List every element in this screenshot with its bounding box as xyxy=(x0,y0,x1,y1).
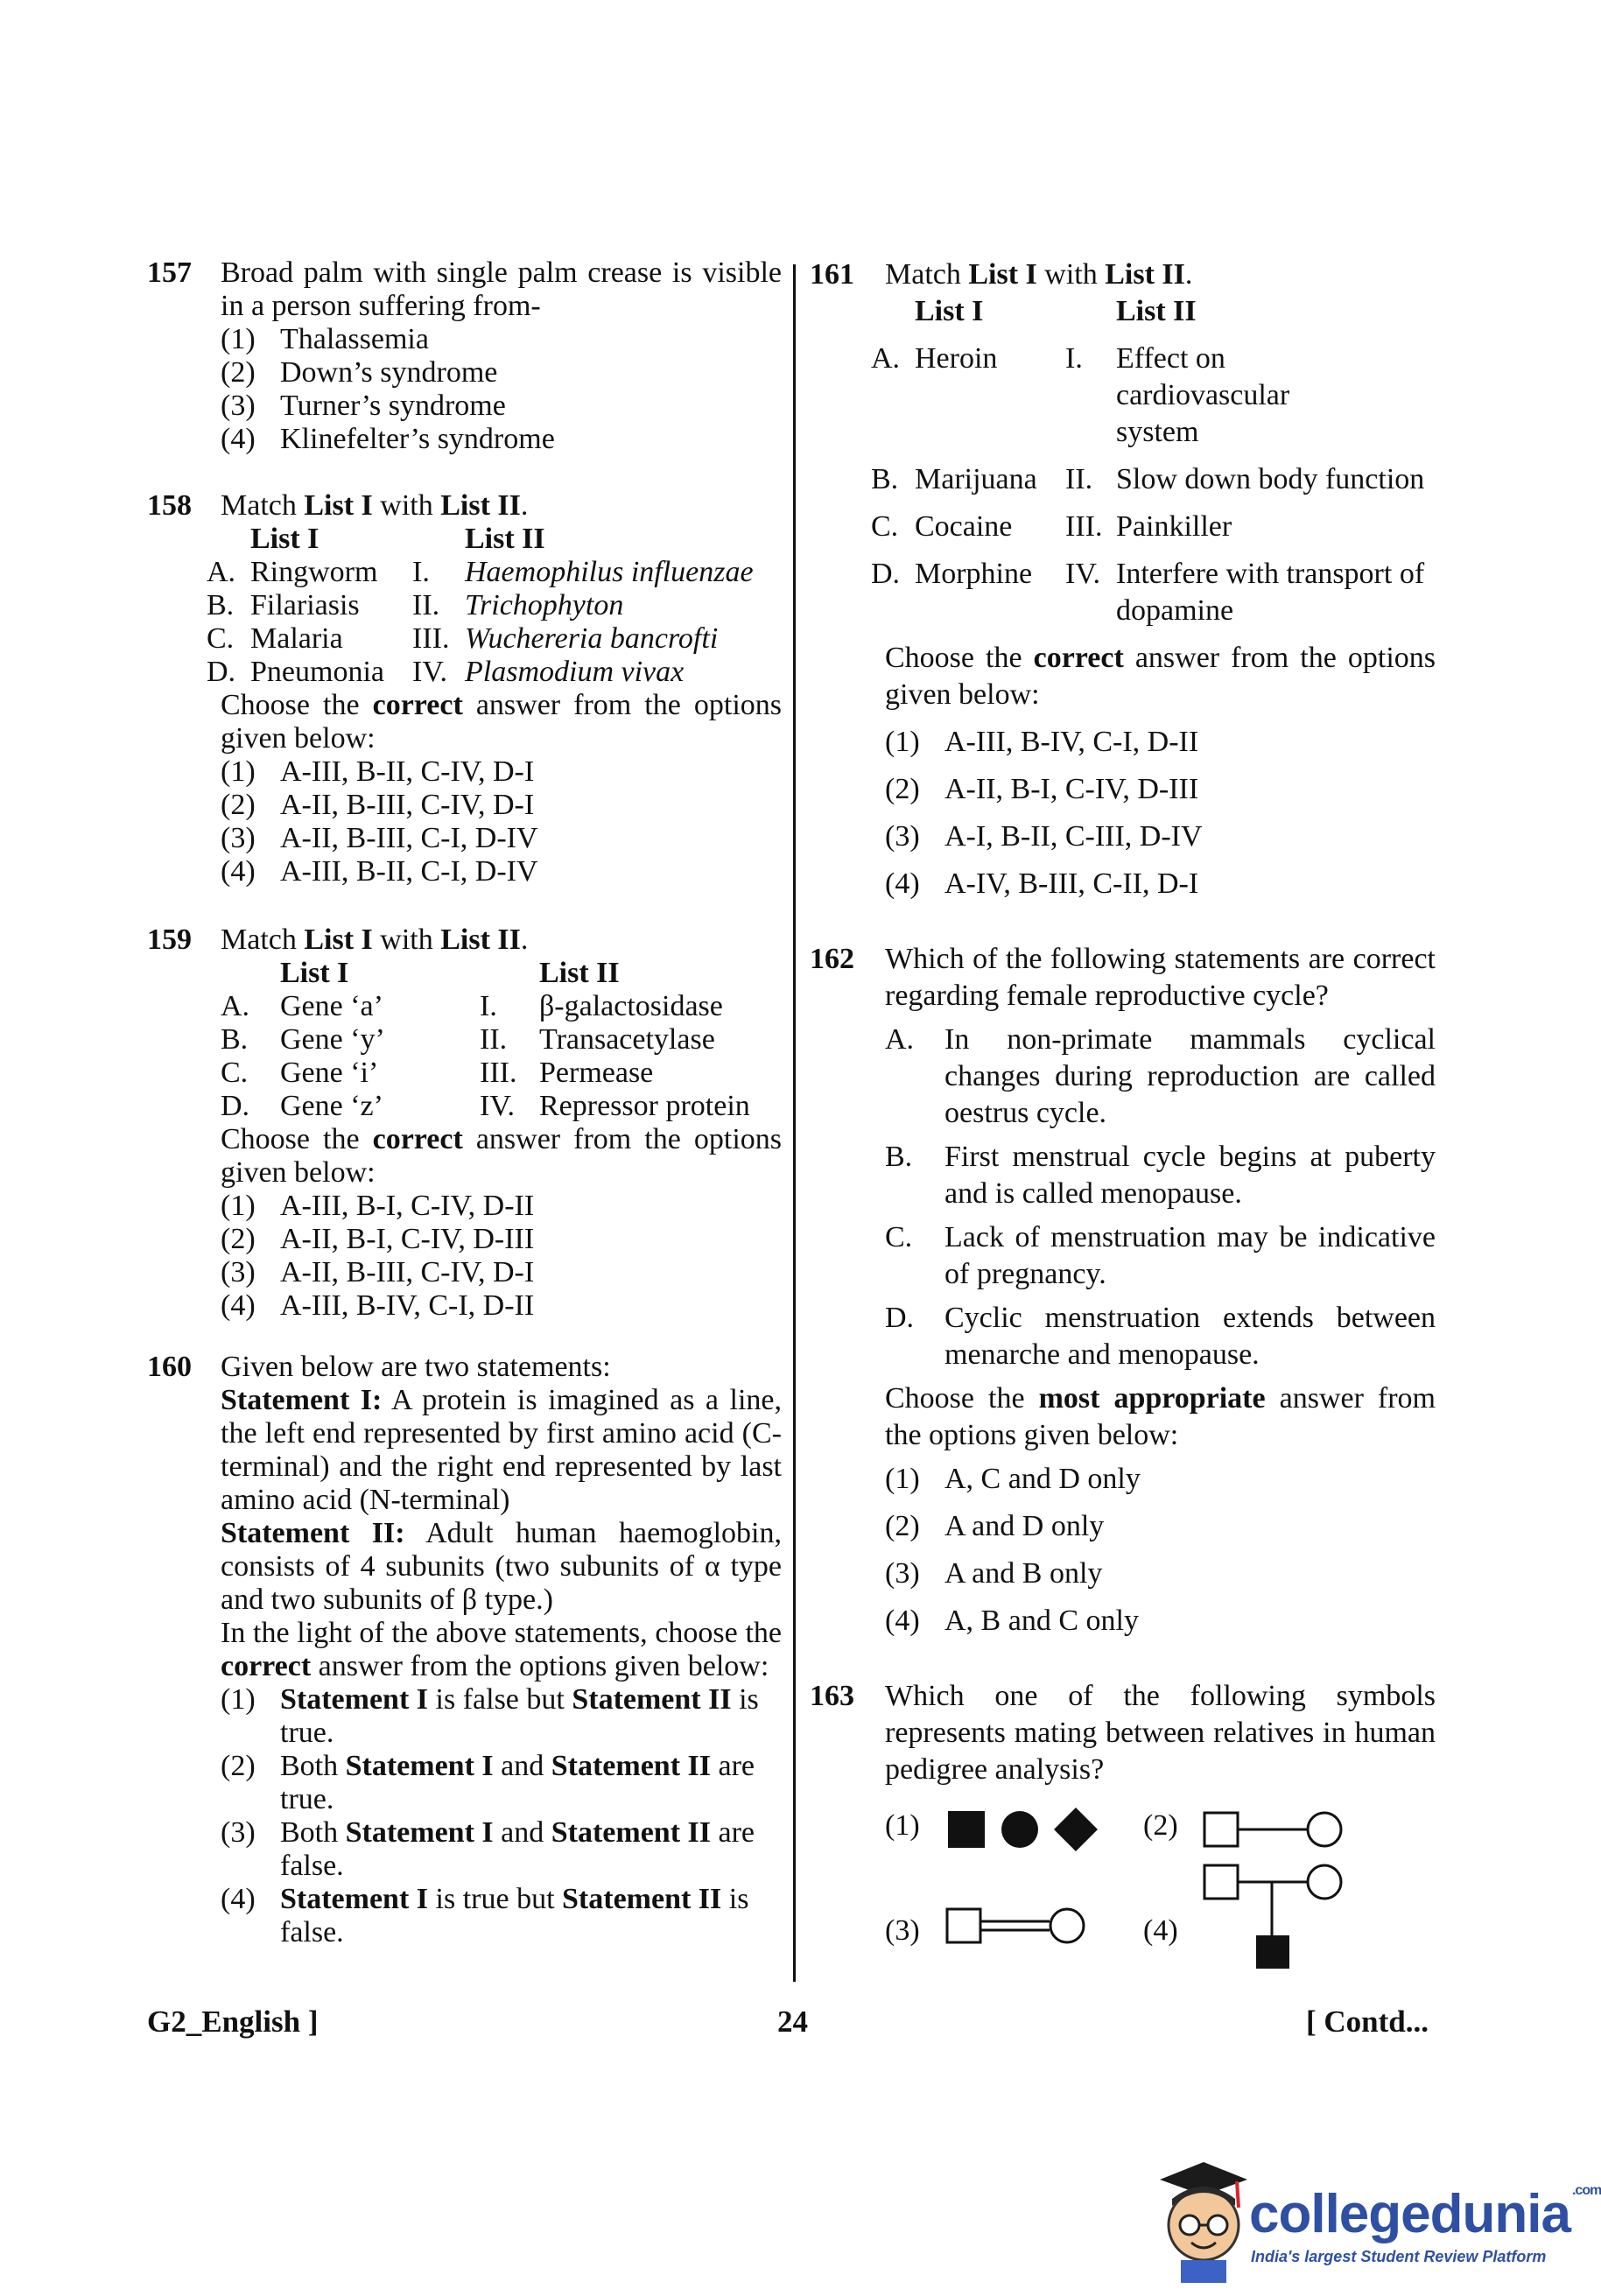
option-2[interactable]: (2) A-II, B-III, C-IV, D-I xyxy=(221,789,535,821)
question-number: 157 xyxy=(147,256,192,289)
table-row: B. Filariasis II. Trichophyton xyxy=(207,589,624,621)
option-2[interactable]: (2) A-II, B-I, C-IV, D-III xyxy=(221,1223,535,1255)
table-row: C. Malaria III. Wuchereria bancrofti xyxy=(207,622,719,655)
question-intro: Given below are two statements: xyxy=(221,1351,611,1383)
option-4[interactable]: (4) Statement I is true but Statement II is false. xyxy=(221,1883,749,1948)
question-intro: Match List I with List II. xyxy=(221,923,529,956)
choose-instruction: In the light of the above statements, choose the correct answer from the options given below: xyxy=(221,1617,782,1682)
footer-right: [ Contd... xyxy=(1306,2005,1429,2039)
question-intro: Match List I with List II. xyxy=(221,489,529,522)
logo-tagline: India's largest Student Review Platform xyxy=(1251,2248,1547,2265)
option-2[interactable]: (2) Down’s syndrome xyxy=(221,356,498,389)
footer-left: G2_English ] xyxy=(147,2005,319,2039)
column-divider xyxy=(793,264,796,1982)
question-163 xyxy=(810,1678,1436,1981)
option-2[interactable]: (2) Both Statement I and Statement II are true. xyxy=(221,1750,755,1815)
question-text: Which one of the following symbols represents mating between relatives in human pedigree analysis? xyxy=(885,1680,1436,1786)
option-3[interactable]: (3) A-II, B-III, C-IV, D-I xyxy=(221,1256,535,1288)
statement-b: B. First menstrual cycle begins at puberty and is called menopause. xyxy=(885,1141,1436,1210)
question-text: Broad palm with single palm crease is visible in a person suffering from- xyxy=(221,256,782,322)
table-row: B. Gene ‘y’ II. Transacetylase xyxy=(221,1023,715,1056)
logo-brand: collegedunia $^{.com}$ xyxy=(1249,2183,1601,2244)
option-3[interactable]: (3) Both Statement I and Statement II are false. xyxy=(221,1816,755,1882)
pedigree-options xyxy=(885,1797,1436,1981)
table-row: D. Morphine IV. Interfere with transport of dopamine xyxy=(871,558,1425,627)
page-number: 24 xyxy=(777,2005,808,2039)
table-row: D. Gene ‘z’ IV. Repressor protein xyxy=(221,1090,750,1122)
question-160 xyxy=(147,1351,782,1949)
question-157 xyxy=(147,256,782,456)
option-4-label[interactable]: (4) xyxy=(1143,1914,1178,1947)
question-number: 158 xyxy=(147,489,192,522)
statement-a: A. In non-primate mammals cyclical changes during reproduction are called oestrus cycle. xyxy=(885,1023,1436,1129)
statement-d: D. Cyclic menstruation extends between menarche and menopause. xyxy=(885,1302,1436,1371)
option-4[interactable]: (4) A-III, B-II, C-I, D-IV xyxy=(221,855,538,888)
option-3[interactable]: (3) A-I, B-II, C-III, D-IV xyxy=(885,820,1203,853)
table-row: C. Cocaine III. Painkiller xyxy=(871,510,1232,543)
question-text: Which of the following statements are correct regarding female reproductive cycle? xyxy=(885,943,1436,1012)
question-number: 160 xyxy=(147,1351,192,1383)
match-table: List I List II A. Gene ‘a’ I. β-galactosidase B. Gene ‘y’ II. Transacetylase C. Gene ‘i’ III. Permease D. Gene ‘z’ IV. Repressor protein xyxy=(221,957,750,1122)
option-4[interactable]: (4) A-III, B-IV, C-I, D-II xyxy=(221,1289,535,1322)
question-number: 161 xyxy=(810,258,854,291)
table-row: A. Heroin I. Effect on cardiovascular system xyxy=(871,342,1290,448)
option-1[interactable]: (1) A, C and D only xyxy=(885,1463,1141,1495)
option-3[interactable]: (3) A and B only xyxy=(885,1557,1103,1590)
option-2-label[interactable]: (2) xyxy=(1143,1809,1178,1842)
option-1[interactable]: (1) Thalassemia xyxy=(221,323,429,355)
mascot-icon xyxy=(1142,2145,1256,2285)
choose-instruction: Choose the correct answer from the options given below: xyxy=(221,1123,782,1189)
option-1[interactable]: (1) A-III, B-IV, C-I, D-II xyxy=(885,726,1199,758)
question-159 xyxy=(147,923,782,1323)
question-number: 159 xyxy=(147,923,192,956)
question-162 xyxy=(810,941,1436,1639)
choose-instruction: Choose the correct answer from the options given below: xyxy=(221,689,782,755)
collegedunia-logo[interactable] xyxy=(1142,2145,1601,2285)
question-158 xyxy=(147,489,782,888)
option-3[interactable]: (3) Turner’s syndrome xyxy=(221,390,506,422)
table-row: A. Ringworm I. Haemophilus influenzae xyxy=(207,556,754,588)
table-row: D. Pneumonia IV. Plasmodium vivax xyxy=(207,656,685,688)
mating-icon[interactable] xyxy=(1202,1804,1351,1857)
option-1[interactable]: (1) A-III, B-II, C-IV, D-I xyxy=(221,755,535,788)
option-4[interactable]: (4) A, B and C only xyxy=(885,1604,1139,1637)
option-2[interactable]: (2) A and D only xyxy=(885,1510,1105,1542)
question-161 xyxy=(810,256,1436,902)
choose-instruction: Choose the most appropriate answer from the options given below: xyxy=(885,1382,1436,1451)
statement-2: Statement II: Adult human haemoglobin, consists of 4 subunits (two subunits of α type and two subunits of β type.) xyxy=(221,1517,782,1616)
statement-c: C. Lack of menstruation may be indicative of pregnancy. xyxy=(885,1221,1436,1290)
option-1[interactable]: (1) Statement I is false but Statement II is true. xyxy=(221,1683,759,1749)
option-3-label[interactable]: (3) xyxy=(885,1914,920,1947)
option-4[interactable]: (4) A-IV, B-III, C-II, D-I xyxy=(885,867,1199,900)
option-2[interactable]: (2) A-II, B-I, C-IV, D-III xyxy=(885,773,1199,805)
match-table: List I List II A. Ringworm I. Haemophilus influenzae B. Filariasis II. Trichophyton C. Malaria III. Wuchereria bancrofti D. Pneumonia IV. Plasmodium vivax xyxy=(207,523,754,688)
table-row: A. Gene ‘a’ I. β-galactosidase xyxy=(221,990,723,1022)
right-column xyxy=(810,256,1436,2019)
option-3[interactable]: (3) A-II, B-III, C-I, D-IV xyxy=(221,822,538,854)
match-table: List I List II A. Heroin I. Effect on cardiovascular system B. Marijuana II. Slow down body function C. Cocaine III. Painkiller D. Morphine IV. Interfere with transport of dopamine xyxy=(871,293,1438,640)
question-number: 163 xyxy=(810,1680,854,1712)
table-row: B. Marijuana II. Slow down body function xyxy=(871,463,1425,495)
left-column xyxy=(147,256,782,1976)
option-1[interactable]: (1) A-III, B-I, C-IV, D-II xyxy=(221,1190,535,1222)
parents-offspring-icon[interactable] xyxy=(1202,1857,1351,1979)
question-number: 162 xyxy=(810,943,854,975)
pedigree-symbols-icon[interactable] xyxy=(944,1804,1111,1857)
choose-instruction: Choose the correct answer from the options given below: xyxy=(885,642,1436,711)
statement-1: Statement I: A protein is imagined as a line, the left end represented by first amino acid (C-terminal) and the right end represented by last amino acid (N-terminal) xyxy=(221,1384,783,1516)
table-row: C. Gene ‘i’ III. Permease xyxy=(221,1057,654,1089)
question-intro: Match List I with List II. xyxy=(885,258,1193,291)
option-4[interactable]: (4) Klinefelter’s syndrome xyxy=(221,423,555,455)
option-1-label[interactable]: (1) xyxy=(885,1809,920,1842)
consanguineous-mating-icon[interactable] xyxy=(944,1900,1093,1953)
